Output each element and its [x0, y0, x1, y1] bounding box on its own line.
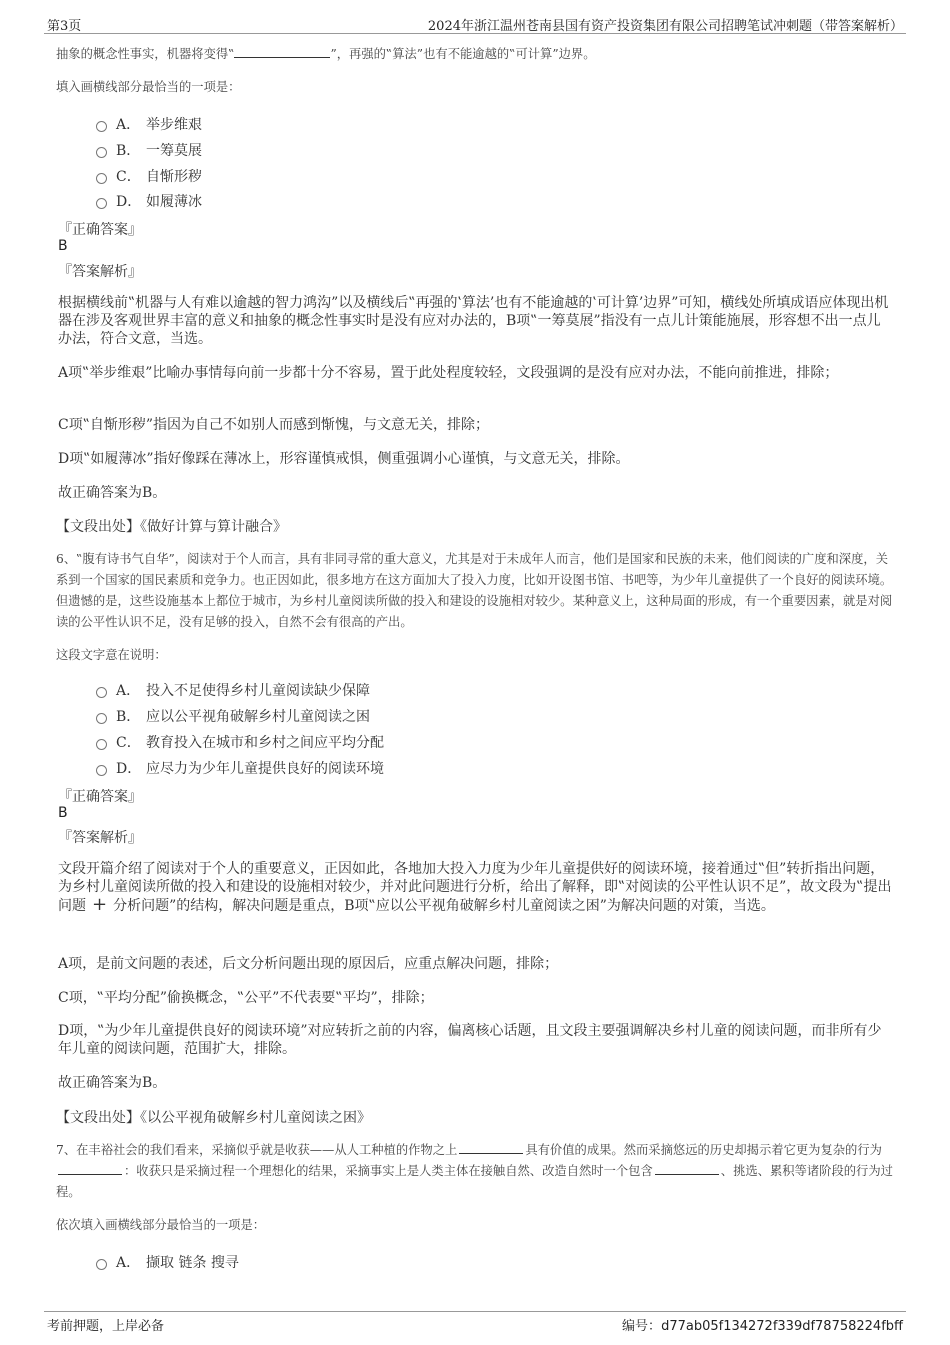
q6-source: 【文段出处】《以公平视角破解乡村儿童阅读之困》: [56, 1110, 371, 1126]
q5-analysis-a: A项‟举步维艰”比喻办事情每向前一步都十分不容易，置于此处程度较轻，文段强调的是没有应对办法，不能向前推进，排除；: [58, 365, 839, 381]
q5-analysis-main: 根据横线前‟机器与人有难以逾越的智力鸿沟”以及横线后‟再强的‛算法’也有不能逾越的‛可计算’边界”可知，横线处所填成语应体现出机器在涉及客观世界丰富的意义和抽象的概念性事实时是没有应对办法的，B项‟一筹莫展”指没有一点儿计策能施展，形容想不出一点儿办法，符合文意，当选。: [58, 295, 889, 347]
page-number: 第3页: [47, 19, 82, 34]
q6-option-a[interactable]: A． 投入不足使得乡村儿童阅读缺少保障: [96, 680, 370, 700]
radio-icon[interactable]: [96, 147, 107, 158]
q6-option-b[interactable]: B． 应以公平视角破解乡村儿童阅读之困: [96, 706, 370, 726]
q7-stem: 7、在丰裕社会的我们看来，采摘似乎就是收获——从人工种植的作物之上 具有价值的成果。然而采摘悠远的历史却揭示着它更为复杂的行为：收获只是采摘过程一个理想化的结果，采摘事实上是人类主体在接触自然、改造自然时一个包含 、挑选、累积等诸阶段的行为过程。: [56, 1143, 893, 1199]
q5-answer: B: [58, 238, 68, 254]
document-title: 2024年浙江温州苍南县国有资产投资集团有限公司招聘笔试冲刺题（带答案解析）: [427, 19, 903, 34]
q6-analysis-c: C项，‟平均分配”偷换概念，‟公平”不代表要‟平均”，排除；: [58, 990, 434, 1006]
q6-answer-label: 『正确答案』: [58, 789, 142, 805]
document-code: 编号：d77ab05f134272f339df78758224fbff: [622, 1319, 903, 1334]
q5-analysis-d: D项‟如履薄冰”指好像踩在薄冰上，形容谨慎戒惧，侧重强调小心谨慎，与文意无关，排除。: [58, 451, 630, 467]
radio-icon[interactable]: [96, 1259, 107, 1270]
q5-blank: [234, 45, 330, 58]
radio-icon[interactable]: [96, 121, 107, 132]
q5-option-b[interactable]: B． 一筹莫展: [96, 140, 202, 160]
q5-conclusion: 故正确答案为B。: [58, 485, 167, 501]
header-divider: [44, 33, 906, 34]
q7-blank-3: [655, 1162, 719, 1175]
q6-conclusion: 故正确答案为B。: [58, 1075, 167, 1091]
radio-icon[interactable]: [96, 765, 107, 776]
footer-divider: [44, 1311, 906, 1312]
q6-analysis-d: D项，‟为少年儿童提供良好的阅读环境”对应转折之前的内容，偏离核心话题，且文段主要强调解决乡村儿童的阅读问题，而非所有少年儿童的阅读问题，范围扩大，排除。: [58, 1023, 882, 1057]
q7-option-a[interactable]: A． 撷取 链条 搜寻: [96, 1252, 239, 1272]
q6-analysis-a: A项，是前文问题的表述，后文分析问题出现的原因后，应重点解决问题，排除；: [58, 956, 559, 972]
radio-icon[interactable]: [96, 198, 107, 209]
q5-option-d[interactable]: D． 如履薄冰: [96, 191, 202, 211]
q7-prompt: 依次填入画横线部分最恰当的一项是：: [56, 1218, 266, 1232]
q5-source: 【文段出处】《做好计算与算计融合》: [56, 519, 287, 535]
radio-icon[interactable]: [96, 687, 107, 698]
q5-analysis-c: C项‟自惭形秽”指因为自己不如别人而感到惭愧，与文意无关，排除；: [58, 417, 490, 433]
q5-analysis-label: 『答案解析』: [58, 264, 142, 280]
q6-analysis-label: 『答案解析』: [58, 830, 142, 846]
q6-answer: B: [58, 805, 68, 821]
q5-option-a[interactable]: A． 举步维艰: [96, 114, 202, 134]
q5-option-c[interactable]: C． 自惭形秽: [96, 166, 202, 186]
q7-blank-2: [58, 1162, 122, 1175]
q6-prompt: 这段文字意在说明：: [56, 648, 167, 662]
q7-blank-1: [459, 1141, 523, 1154]
radio-icon[interactable]: [96, 739, 107, 750]
q6-option-c[interactable]: C． 教育投入在城市和乡村之间应平均分配: [96, 732, 384, 752]
q5-prompt: 填入画横线部分最恰当的一项是：: [56, 80, 241, 94]
q5-answer-label: 『正确答案』: [58, 222, 142, 238]
q5-stem: 抽象的概念性事实，机器将变得‟ ”，再强的‟算法”也有不能逾越的‟可计算”边界。: [56, 47, 596, 61]
footer-slogan: 考前押题，上岸必备: [47, 1319, 165, 1334]
q6-analysis-main: 文段开篇介绍了阅读对于个人的重要意义，正因如此，各地加大投入力度为少年儿童提供好的阅读环境，接着通过‟但”转折指出问题，为乡村儿童阅读所做的投入和建设的设施相对较少，并对此问题进行分析，给出了解释，即‟对阅读的公平性认识不足”，故文段为‟提出问题 + 分析问题”的结构，解决问题是重点，B项‟应以公平视角破解乡村儿童阅读之困”为解决问题的对策，当选。: [58, 861, 892, 915]
radio-icon[interactable]: [96, 173, 107, 184]
radio-icon[interactable]: [96, 713, 107, 724]
q6-stem: 6、‟腹有诗书气自华”，阅读对于个人而言，具有非同寻常的重大意义，尤其是对于未成年人而言，他们是国家和民族的未来，他们阅读的广度和深度，关系到一个国家的国民素质和竞争力。也正因如此，很多地方在这方面加大了投入力度，比如开设图书馆、书吧等，为少年儿童提供了一个良好的阅读环境。但遗憾的是，这些设施基本上都位于城市，为乡村儿童阅读所做的投入和建设的设施相对较少。某种意义上，这种局面的形成，有一个重要因素，就是对阅读的公平性认识不足，没有足够的投入，自然不会有很高的产出。: [56, 552, 893, 629]
q6-option-d[interactable]: D． 应尽力为少年儿童提供良好的阅读环境: [96, 758, 384, 778]
